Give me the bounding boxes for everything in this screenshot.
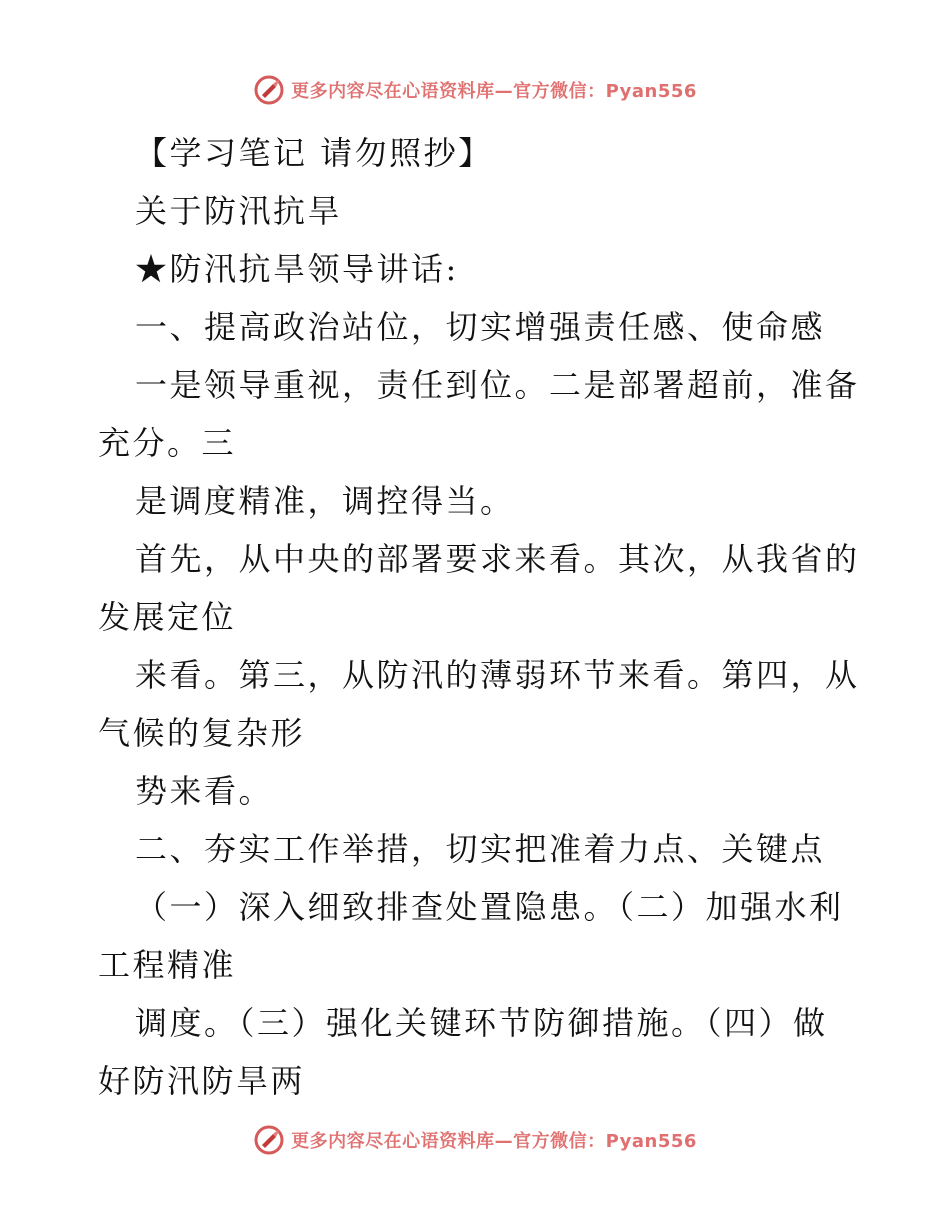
text-line: 是调度精准，调控得当。 bbox=[135, 482, 515, 520]
watermark-text: 更多内容尽在心语资料库—官方微信：Pyan556 bbox=[291, 81, 697, 102]
text-line: 势来看。 bbox=[135, 772, 274, 810]
text-line: 二、夯实工作举措，切实把准着力点、关键点 bbox=[135, 830, 826, 868]
text-line: 首先，从中央的部署要求来看。其次，从我省的 bbox=[135, 540, 860, 578]
text-line: 【学习笔记 请勿照抄】 bbox=[135, 134, 493, 172]
text-line: 工程精准 bbox=[98, 946, 237, 984]
text-line: 一、提高政治站位，切实增强责任感、使命感 bbox=[135, 308, 826, 346]
logo-icon bbox=[253, 1124, 285, 1156]
header-watermark bbox=[0, 70, 950, 110]
text-line: 一是领导重视，责任到位。二是部署超前，准备 bbox=[135, 366, 860, 404]
text-line: 气候的复杂形 bbox=[98, 714, 306, 752]
footer-watermark bbox=[0, 1120, 950, 1160]
text-line: 发展定位 bbox=[98, 598, 237, 636]
document-body bbox=[98, 124, 858, 1110]
text-line: ★防汛抗旱领导讲话: bbox=[135, 250, 459, 288]
text-line: 关于防汛抗旱 bbox=[135, 192, 343, 230]
logo-icon bbox=[253, 74, 285, 106]
text-line: （一）深入细致排查处置隐患。（二）加强水利 bbox=[135, 888, 844, 926]
text-line: 来看。第三，从防汛的薄弱环节来看。第四，从 bbox=[135, 656, 860, 694]
text-line: 好防汛防旱两 bbox=[98, 1062, 306, 1100]
watermark-text: 更多内容尽在心语资料库—官方微信：Pyan556 bbox=[291, 1131, 697, 1152]
text-line: 充分。三 bbox=[98, 424, 237, 462]
text-line: 调度。（三）强化关键环节防御措施。（四）做 bbox=[135, 1004, 828, 1042]
